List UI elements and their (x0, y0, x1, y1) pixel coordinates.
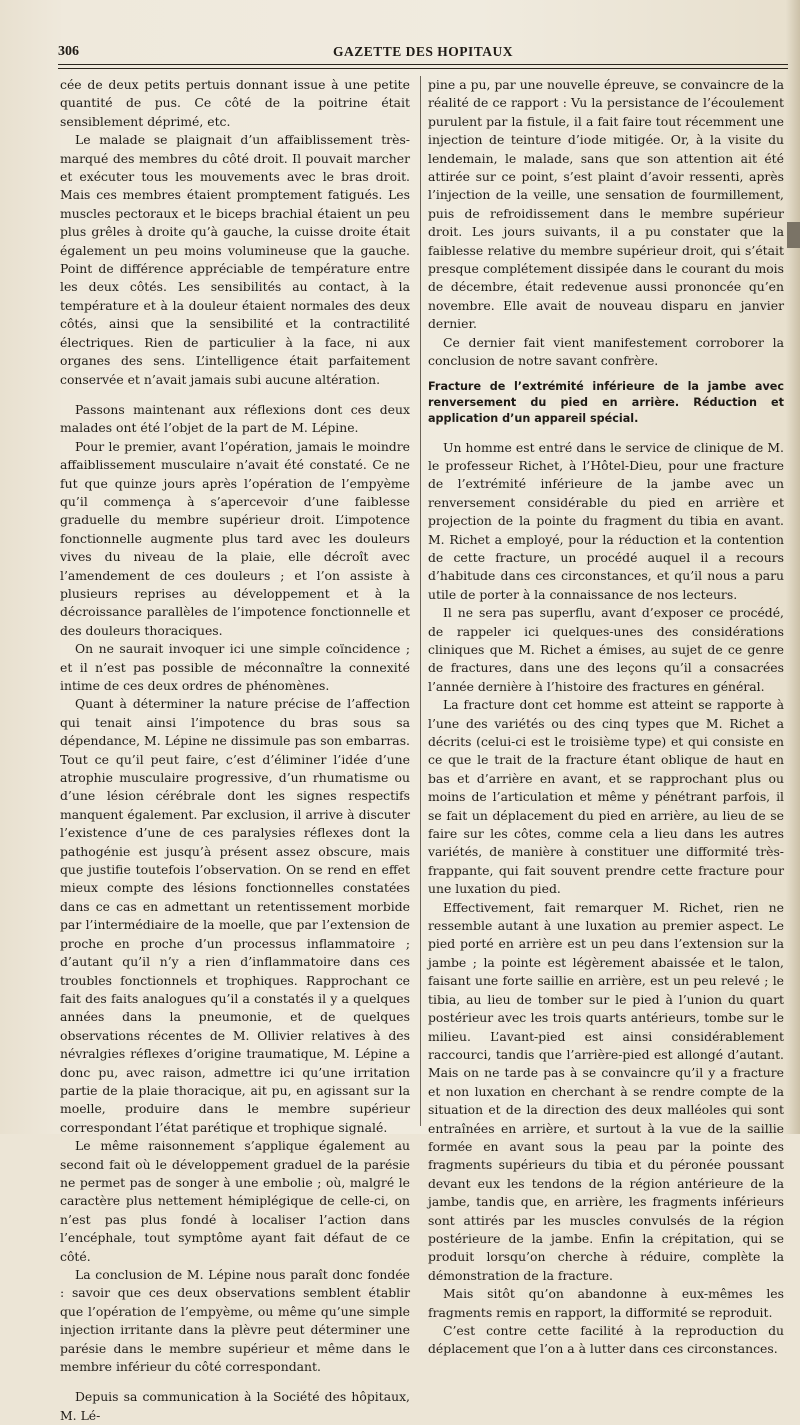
column-divider (420, 76, 421, 1126)
page-edge-shadow (786, 0, 800, 1134)
paragraph: Ce dernier fait vient manifestement corroborer la conclusion de notre savant confrère. (428, 334, 784, 369)
paragraph: Il ne sera pas superflu, avant d’exposer ce procédé, de rappeler ici quelques-unes des considérations cliniques que M. Richet a émises, au sujet de ce genre de fractures, dans une des leçons qu’il a consacrées l’année dernière à l’histoire des fractures en général. (428, 605, 784, 694)
header-rule-thick (58, 64, 788, 65)
header-rule-thin (58, 68, 788, 69)
paragraph: pine a pu, par une nouvelle épreuve, se convaincre de la réalité de ce rapport : Vu la persistance de l’écoulement purulent par la fistule, il a fait faire tout récemment une injection de teinture d’iode mitigée. Or, à la visite du lendemain, le malade, sans que son attention ait été attirée sur ce point, s’est plaint d’avoir ressenti, après l’injection de la veille, une sensation de fourmillement, puis de refroidissement dans le membre supérieur droit. Les jours suivants, il a pu constater que la faiblesse relative du membre supérieur droit, qui s’était presque complétement dissipée dans le courant du mois de décembre, était redevenue aussi prononcée qu’en novembre. Elle avait de nouveau disparu en janvier dernier. (428, 77, 784, 332)
paragraph: On ne saurait invoquer ici une simple coïncidence ; et il n’est pas possible de méconnaître la connexité intime de ces deux ordres de phénomènes. (60, 641, 410, 693)
paragraph: Mais sitôt qu’on abandonne à eux-mêmes les fragments remis en rapport, la difformité se reproduit. (428, 1286, 784, 1320)
page-edge-tab (787, 222, 800, 248)
right-column (428, 76, 784, 1359)
paragraph: Le malade se plaignait d’un affaiblissement très-marqué des membres du côté droit. Il pouvait marcher et exécuter tous les mouvements avec le bras droit. Mais ces membres étaient promptement fatigués. Les muscles pectoraux et le biceps brachial étaient un peu plus grêles à droite qu’à gauche, la cuisse droite était également un peu moins volumineuse que la gauche. Point de différence appréciable de température entre les deux côtés. Les sensibilités au contact, à la température et à la douleur étaient normales des deux côtés, ainsi que la sensibilité et la contractilité électriques. Rien de particulier à la face, ni aux organes des sens. L’intelligence était parfaitement conservée et n’avait jamais subi aucune altération. (60, 132, 410, 387)
page-header (58, 44, 788, 62)
paragraph: Quant à déterminer la nature précise de l’affection qui tenait ainsi l’impotence du bras sous sa dépendance, M. Lépine ne dissimule pas son embarras. Tout ce qu’il peut faire, c’est d’éliminer l’idée d’une atrophie musculaire progressive, d’un rhumatisme ou d’une lésion cérébrale dont les signes respectifs manquent également. Par exclusion, il arrive à discuter l’existence d’une de ces paralysies réflexes dont la pathogénie est jusqu’à présent assez obscure, mais que justifie toutefois l’observation. On se rend en effet mieux compte des lésions fonctionnelles constatées dans ce cas en admettant un retentissement morbide par l’intermédiaire de la moelle, que par l’extension de proche en proche d’un processus inflammatoire ; d’autant qu’il n’y a rien d’inflammatoire dans ces troubles fonctionnels et trophiques. Rapprochant ce fait des faits analogues qu’il a constatés il y a quelques années dans la pneumonie, et de quelques observations récentes de M. Ollivier relatives à des névralgies réflexes d’origine traumatique, M. Lépine a donc pu, avec raison, admettre ici qu’une irritation partie de la plaie thoracique, ait pu, en agissant sur la moelle, produire dans le membre supérieur correspondant l’état parétique et trophique signalé. (60, 696, 410, 1135)
paragraph: cée de deux petits pertuis donnant issue à une petite quantité de pus. Ce côté de la poitrine était sensiblement déprimé, etc. (60, 77, 410, 129)
paragraph: C’est contre cette facilité à la reproduction du déplacement que l’on a à lutter dans ces circonstances. (428, 1323, 784, 1357)
paragraph: Le même raisonnement s’applique également au second fait où le développement graduel de la parésie ne permet pas de songer à une embolie ; où, malgré le caractère plus nettement hémiplégique de celle-ci, on n’est pas plus fondé à localiser l’action dans l’encéphale, tout symptôme ayant fait défaut de ce côté. (60, 1138, 410, 1264)
left-column (60, 76, 410, 1425)
paragraph: Depuis sa communication à la Société des hôpitaux, M. Lé- (60, 1389, 410, 1423)
paragraph: La conclusion de M. Lépine nous paraît donc fondée : savoir que ces deux observations semblent établir que l’opération de l’empyème, ou même qu’une simple injection irritante dans la plèvre peut déterminer une parésie dans le membre supérieur et même dans le membre inférieur du côté correspondant. (60, 1267, 410, 1375)
running-title: GAZETTE DES HOPITAUX (332, 44, 514, 59)
paragraph: Passons maintenant aux réflexions dont ces deux malades ont été l’objet de la part de M. Lépine. (60, 401, 410, 436)
paragraph: Un homme est entré dans le service de clinique de M. le professeur Richet, à l’Hôtel-Dieu, pour une fracture de l’extrémité inférieure de la jambe avec un renversement considérable du pied en arrière et projection de la pointe du fragment du tibia en avant. M. Richet a employé, pour la réduction et la contention de cette fracture, un procédé auquel il a recours d’habitude dans ces circonstances, et qu’il nous a paru utile de porter à la connaissance de nos lecteurs. (428, 439, 784, 602)
paragraph: La fracture dont cet homme est atteint se rapporte à l’une des variétés ou des cinq types que M. Richet a décrits (celui-ci est le troisième type) et qui consiste en ce que le trait de la fracture étant oblique de haut en bas et d’arrière en avant, et se rapprochant plus ou moins de l’articulation et même y pénétrant parfois, il se fait un déplacement du pied en arrière, au lieu de se faire sur les côtes, comme cela a lieu dans les autres variétés, de manière à constituer une difformité très-frappante, qui fait souvent prendre cette fracture pour une luxation du pied. (428, 697, 784, 897)
paragraph: Pour le premier, avant l’opération, jamais le moindre affaiblissement musculaire n’avait été constaté. Ce ne fut que quinze jours après l’opération de l’empyème qu’il commença à s’apercevoir d’une faiblesse graduelle du membre supérieur droit. L’impotence fonctionnelle augmente plus tard avec les douleurs vives du niveau de la plaie, elle décroît avec l’amendement de ces douleurs ; et l’on assiste à plusieurs reprises au développement et à la décroissance parallèles de l’impotence fonctionnelle et des douleurs thoraciques. (60, 438, 410, 638)
section-heading: Fracture de l’extrémité inférieure de la jambe avec renversement du pied en arrière. Réduction et application d’un appareil spécial. (428, 379, 784, 425)
paragraph: Effectivement, fait remarquer M. Richet, rien ne ressemble autant à une luxation au premier aspect. Le pied porté en arrière est un peu dans l’extension sur la jambe ; la pointe est légèrement abaissée et le talon, faisant une forte saillie en arrière, est un peu relevé ; le tibia, au lieu de tomber sur le pied à l’union du quart postérieur avec les trois quarts antérieurs, tombe sur le milieu. L’avant-pied est ainsi considérablement raccourci, tandis que l’arrière-pied est allongé d’autant. Mais on ne tarde pas à se convaincre qu’il y a fracture et non luxation en cherchant à se rendre compte de la situation et de la direction des deux malléoles qui sont entraînées en arrière, et surtout à la vue de la saillie formée en avant sous la peau par la pointe des fragments supérieurs du tibia et du péronée poussant devant eux les tendons de la région antérieure de la jambe, tandis que, en arrière, les fragments inférieurs sont attirés par les muscles convulsés de la région postérieure de la jambe. Enfin la crépitation, qui se produit lorsqu’on cherche à réduire, complète la démonstration de la fracture. (428, 899, 784, 1283)
page-number: 306 (58, 44, 79, 59)
